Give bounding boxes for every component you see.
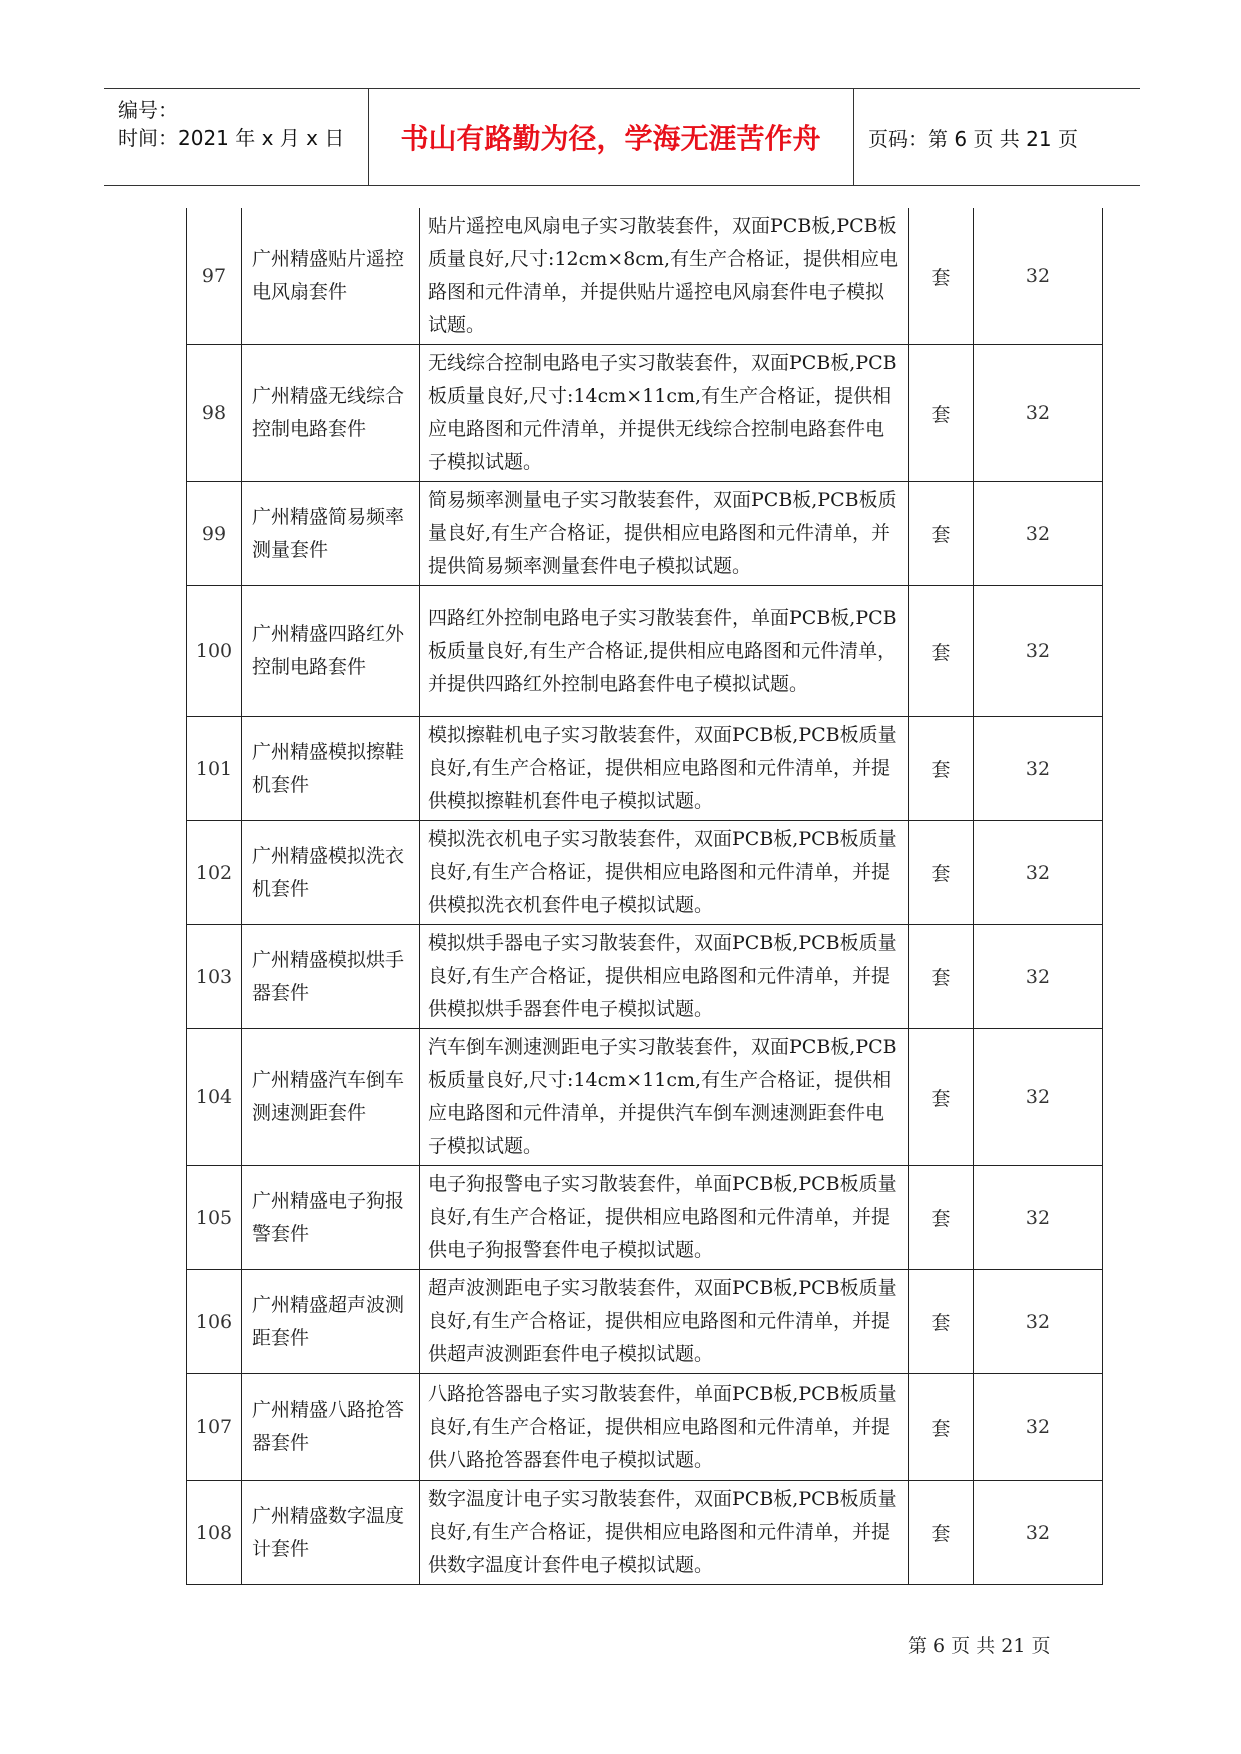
item-unit: 套: [909, 208, 974, 345]
header-meta: [104, 89, 369, 185]
item-number: 107: [187, 1374, 242, 1481]
item-name: 广州精盛模拟洗衣机套件: [242, 821, 420, 925]
item-description: 简易频率测量电子实习散装套件，双面PCB板,PCB板质量良好,有生产合格证，提供相应电路图和元件清单，并提供简易频率测量套件电子模拟试题。: [420, 482, 909, 586]
item-description: 模拟烘手器电子实习散装套件，双面PCB板,PCB板质量良好,有生产合格证，提供相应电路图和元件清单，并提供模拟烘手器套件电子模拟试题。: [420, 925, 909, 1029]
item-description: 模拟擦鞋机电子实习散装套件，双面PCB板,PCB板质量良好,有生产合格证，提供相应电路图和元件清单，并提供模拟擦鞋机套件电子模拟试题。: [420, 717, 909, 821]
item-unit: 套: [909, 821, 974, 925]
item-number: 99: [187, 482, 242, 586]
item-name: 广州精盛四路红外控制电路套件: [242, 586, 420, 717]
item-quantity: 32: [974, 821, 1103, 925]
item-name: 广州精盛汽车倒车测速测距套件: [242, 1029, 420, 1166]
item-quantity: 32: [974, 1029, 1103, 1166]
item-unit: 套: [909, 1374, 974, 1481]
item-quantity: 32: [974, 1481, 1103, 1585]
item-number: 100: [187, 586, 242, 717]
table-row: [187, 1166, 1103, 1270]
header-page-info: 页码：第 6 页 共 21 页: [868, 126, 1078, 151]
item-description: 数字温度计电子实习散装套件，双面PCB板,PCB板质量良好,有生产合格证，提供相应电路图和元件清单，并提供数字温度计套件电子模拟试题。: [420, 1481, 909, 1585]
table-row: [187, 1481, 1103, 1585]
item-number: 101: [187, 717, 242, 821]
table-row: [187, 208, 1103, 345]
item-quantity: 32: [974, 208, 1103, 345]
item-unit: 套: [909, 1481, 974, 1585]
item-description: 电子狗报警电子实习散装套件，单面PCB板,PCB板质量良好,有生产合格证，提供相应电路图和元件清单，并提供电子狗报警套件电子模拟试题。: [420, 1166, 909, 1270]
table-row: [187, 1374, 1103, 1481]
item-quantity: 32: [974, 1374, 1103, 1481]
table-row: [187, 925, 1103, 1029]
item-unit: 套: [909, 1166, 974, 1270]
document-time: 时间：2021 年 x 月 x 日: [118, 126, 345, 150]
table-row: [187, 586, 1103, 717]
table-row: [187, 345, 1103, 482]
item-number: 98: [187, 345, 242, 482]
item-name: 广州精盛简易频率测量套件: [242, 482, 420, 586]
item-description: 汽车倒车测速测距电子实习散装套件，双面PCB板,PCB板质量良好,尺寸:14cm×11cm,有生产合格证，提供相应电路图和元件清单，并提供汽车倒车测速测距套件电子模拟试题。: [420, 1029, 909, 1166]
items-table-body: [187, 208, 1103, 1585]
item-description: 无线综合控制电路电子实习散装套件，双面PCB板,PCB板质量良好,尺寸:14cm×11cm,有生产合格证，提供相应电路图和元件清单，并提供无线综合控制电路套件电子模拟试题。: [420, 345, 909, 482]
item-unit: 套: [909, 345, 974, 482]
header-motto-cell: [368, 89, 854, 185]
item-number: 97: [187, 208, 242, 345]
item-description: 八路抢答器电子实习散装套件，单面PCB板,PCB板质量良好,有生产合格证，提供相应电路图和元件清单，并提供八路抢答器套件电子模拟试题。: [420, 1374, 909, 1481]
item-unit: 套: [909, 1270, 974, 1374]
item-name: 广州精盛无线综合控制电路套件: [242, 345, 420, 482]
item-name: 广州精盛贴片遥控电风扇套件: [242, 208, 420, 345]
item-name: 广州精盛数字温度计套件: [242, 1481, 420, 1585]
item-quantity: 32: [974, 1166, 1103, 1270]
table-row: [187, 821, 1103, 925]
table-row: [187, 717, 1103, 821]
item-number: 105: [187, 1166, 242, 1270]
item-quantity: 32: [974, 586, 1103, 717]
page-header: [104, 88, 1140, 186]
table-row: [187, 482, 1103, 586]
table-row: [187, 1270, 1103, 1374]
item-quantity: 32: [974, 482, 1103, 586]
item-number: 106: [187, 1270, 242, 1374]
item-quantity: 32: [974, 717, 1103, 821]
item-name: 广州精盛八路抢答器套件: [242, 1374, 420, 1481]
item-number: 102: [187, 821, 242, 925]
header-page-cell: [854, 89, 1140, 185]
item-name: 广州精盛模拟烘手器套件: [242, 925, 420, 1029]
item-unit: 套: [909, 717, 974, 821]
item-description: 四路红外控制电路电子实习散装套件，单面PCB板,PCB板质量良好,有生产合格证,提供相应电路图和元件清单，并提供四路红外控制电路套件电子模拟试题。: [420, 586, 909, 717]
page-footer: 第 6 页 共 21 页: [908, 1635, 1051, 1657]
item-name: 广州精盛模拟擦鞋机套件: [242, 717, 420, 821]
item-quantity: 32: [974, 1270, 1103, 1374]
item-quantity: 32: [974, 345, 1103, 482]
item-quantity: 32: [974, 925, 1103, 1029]
item-unit: 套: [909, 925, 974, 1029]
item-description: 贴片遥控电风扇电子实习散装套件，双面PCB板,PCB板质量良好,尺寸:12cm×8cm,有生产合格证，提供相应电路图和元件清单，并提供贴片遥控电风扇套件电子模拟试题。: [420, 208, 909, 345]
item-unit: 套: [909, 482, 974, 586]
table-row: [187, 1029, 1103, 1166]
item-number: 103: [187, 925, 242, 1029]
item-description: 超声波测距电子实习散装套件，双面PCB板,PCB板质量良好,有生产合格证，提供相应电路图和元件清单，并提供超声波测距套件电子模拟试题。: [420, 1270, 909, 1374]
item-description: 模拟洗衣机电子实习散装套件，双面PCB板,PCB板质量良好,有生产合格证，提供相应电路图和元件清单，并提供模拟洗衣机套件电子模拟试题。: [420, 821, 909, 925]
document-number-label: 编号：: [118, 98, 178, 122]
item-number: 108: [187, 1481, 242, 1585]
item-name: 广州精盛超声波测距套件: [242, 1270, 420, 1374]
motto: 书山有路勤为径，学海无涯苦作舟: [400, 122, 821, 155]
item-unit: 套: [909, 586, 974, 717]
item-name: 广州精盛电子狗报警套件: [242, 1166, 420, 1270]
items-table: [186, 208, 1103, 1585]
item-unit: 套: [909, 1029, 974, 1166]
item-number: 104: [187, 1029, 242, 1166]
